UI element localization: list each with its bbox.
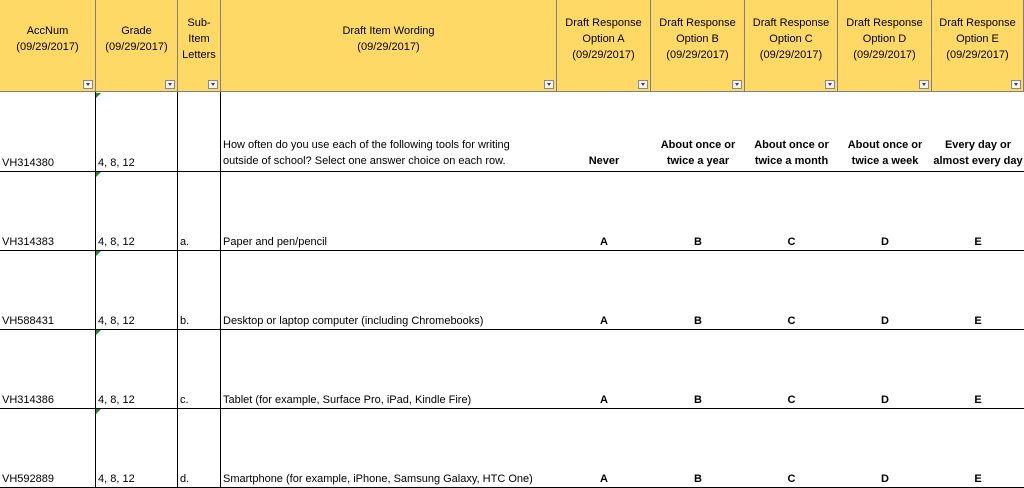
filter-dropdown-icon[interactable]	[208, 80, 218, 89]
header-option-c[interactable]	[745, 0, 838, 92]
filter-dropdown-icon[interactable]	[919, 80, 929, 89]
table-row	[0, 93, 1024, 172]
comment-indicator-icon	[96, 93, 101, 98]
option-e-cell[interactable]: E	[974, 315, 982, 327]
option-a-cell[interactable]: A	[600, 473, 608, 485]
filter-dropdown-icon[interactable]	[638, 80, 648, 89]
wording-cell[interactable]: Paper and pen/pencil	[223, 236, 327, 248]
header-label: Draft Response Option E (09/29/2017)	[939, 16, 1016, 61]
grade-cell[interactable]: 4, 8, 12	[96, 172, 178, 250]
table-row	[0, 409, 1024, 488]
header-wording[interactable]	[221, 0, 557, 92]
option-d-cell[interactable]: D	[881, 315, 889, 327]
option-c-cell[interactable]: C	[787, 473, 796, 485]
filter-dropdown-icon[interactable]	[83, 80, 93, 89]
option-b-cell[interactable]: B	[694, 315, 702, 327]
column-divider	[95, 92, 96, 488]
header-label: Sub- Item Letters	[182, 16, 216, 61]
option-b-cell[interactable]: B	[694, 394, 702, 406]
header-subitem[interactable]	[178, 0, 221, 92]
comment-indicator-icon	[96, 330, 101, 335]
option-a-cell[interactable]: A	[600, 236, 608, 248]
option-a-cell[interactable]: Never	[588, 155, 620, 167]
option-d-cell[interactable]: D	[881, 473, 889, 485]
filter-dropdown-icon[interactable]	[732, 80, 742, 89]
header-option-d[interactable]	[838, 0, 932, 92]
filter-dropdown-icon[interactable]	[1011, 80, 1021, 89]
filter-dropdown-icon[interactable]	[165, 80, 175, 89]
wording-cell[interactable]: Smartphone (for example, iPhone, Samsung Galaxy, HTC One)	[223, 473, 533, 485]
wording-cell[interactable]: Desktop or laptop computer (including Chromebooks)	[223, 315, 484, 327]
header-option-b[interactable]	[651, 0, 745, 92]
comment-indicator-icon	[96, 251, 101, 256]
header-accnum[interactable]	[0, 0, 96, 92]
table-row	[0, 251, 1024, 330]
table-row	[0, 330, 1024, 409]
grade-cell[interactable]: 4, 8, 12	[96, 93, 178, 171]
filter-dropdown-icon[interactable]	[544, 80, 554, 89]
grade-cell[interactable]: 4, 8, 12	[96, 251, 178, 329]
header-label: Draft Response Option D (09/29/2017)	[846, 16, 923, 61]
column-divider	[177, 92, 178, 488]
table-row	[0, 172, 1024, 251]
header-grade[interactable]	[96, 0, 178, 92]
option-c-cell[interactable]: C	[787, 236, 796, 248]
subitem-cell[interactable]	[178, 93, 221, 171]
accnum-cell[interactable]: VH588431	[2, 315, 54, 327]
accnum-cell[interactable]: VH314386	[2, 394, 54, 406]
option-d-cell[interactable]: D	[881, 236, 889, 248]
comment-indicator-icon	[96, 172, 101, 177]
option-b-cell[interactable]: B	[694, 236, 702, 248]
option-e-cell[interactable]: E	[974, 473, 982, 485]
option-c-cell[interactable]: C	[787, 315, 796, 327]
option-c-cell[interactable]: C	[787, 394, 796, 406]
column-divider	[220, 92, 221, 488]
option-e-cell[interactable]: E	[974, 236, 982, 248]
wording-cell[interactable]: Tablet (for example, Surface Pro, iPad, Kindle Fire)	[223, 394, 472, 406]
header-option-a[interactable]	[557, 0, 651, 92]
option-b-cell[interactable]: About once or twice a year	[660, 139, 736, 167]
filter-dropdown-icon[interactable]	[825, 80, 835, 89]
header-label: Draft Response Option C (09/29/2017)	[752, 16, 830, 61]
header-label: Draft Item Wording (09/29/2017)	[342, 24, 435, 53]
subitem-cell[interactable]: b.	[180, 315, 190, 327]
accnum-cell[interactable]: VH592889	[2, 473, 54, 485]
header-option-e[interactable]	[932, 0, 1024, 92]
comment-indicator-icon	[96, 409, 101, 414]
option-d-cell[interactable]: D	[881, 394, 889, 406]
grade-cell[interactable]: 4, 8, 12	[96, 409, 178, 487]
wording-cell[interactable]: How often do you use each of the following tools for writing outside of school? Select one answer choice on each row.	[223, 139, 510, 167]
option-b-cell[interactable]: B	[694, 473, 702, 485]
option-e-cell[interactable]: Every day or almost every day	[933, 139, 1023, 167]
option-c-cell[interactable]: About once or twice a month	[754, 139, 829, 167]
option-d-cell[interactable]: About once or twice a week	[847, 139, 923, 167]
accnum-cell[interactable]: VH314383	[2, 236, 54, 248]
subitem-cell[interactable]: c.	[180, 394, 189, 406]
option-a-cell[interactable]: A	[600, 315, 608, 327]
option-a-cell[interactable]: A	[600, 394, 608, 406]
header-label: AccNum (09/29/2017)	[16, 24, 79, 53]
accnum-cell[interactable]: VH314380	[2, 157, 54, 169]
subitem-cell[interactable]: a.	[180, 236, 190, 248]
option-e-cell[interactable]: E	[974, 394, 982, 406]
subitem-cell[interactable]: d.	[180, 473, 190, 485]
header-label: Grade (09/29/2017)	[105, 24, 168, 53]
header-label: Draft Response Option B (09/29/2017)	[659, 16, 736, 61]
grade-cell[interactable]: 4, 8, 12	[96, 330, 178, 408]
header-label: Draft Response Option A (09/29/2017)	[565, 16, 642, 61]
